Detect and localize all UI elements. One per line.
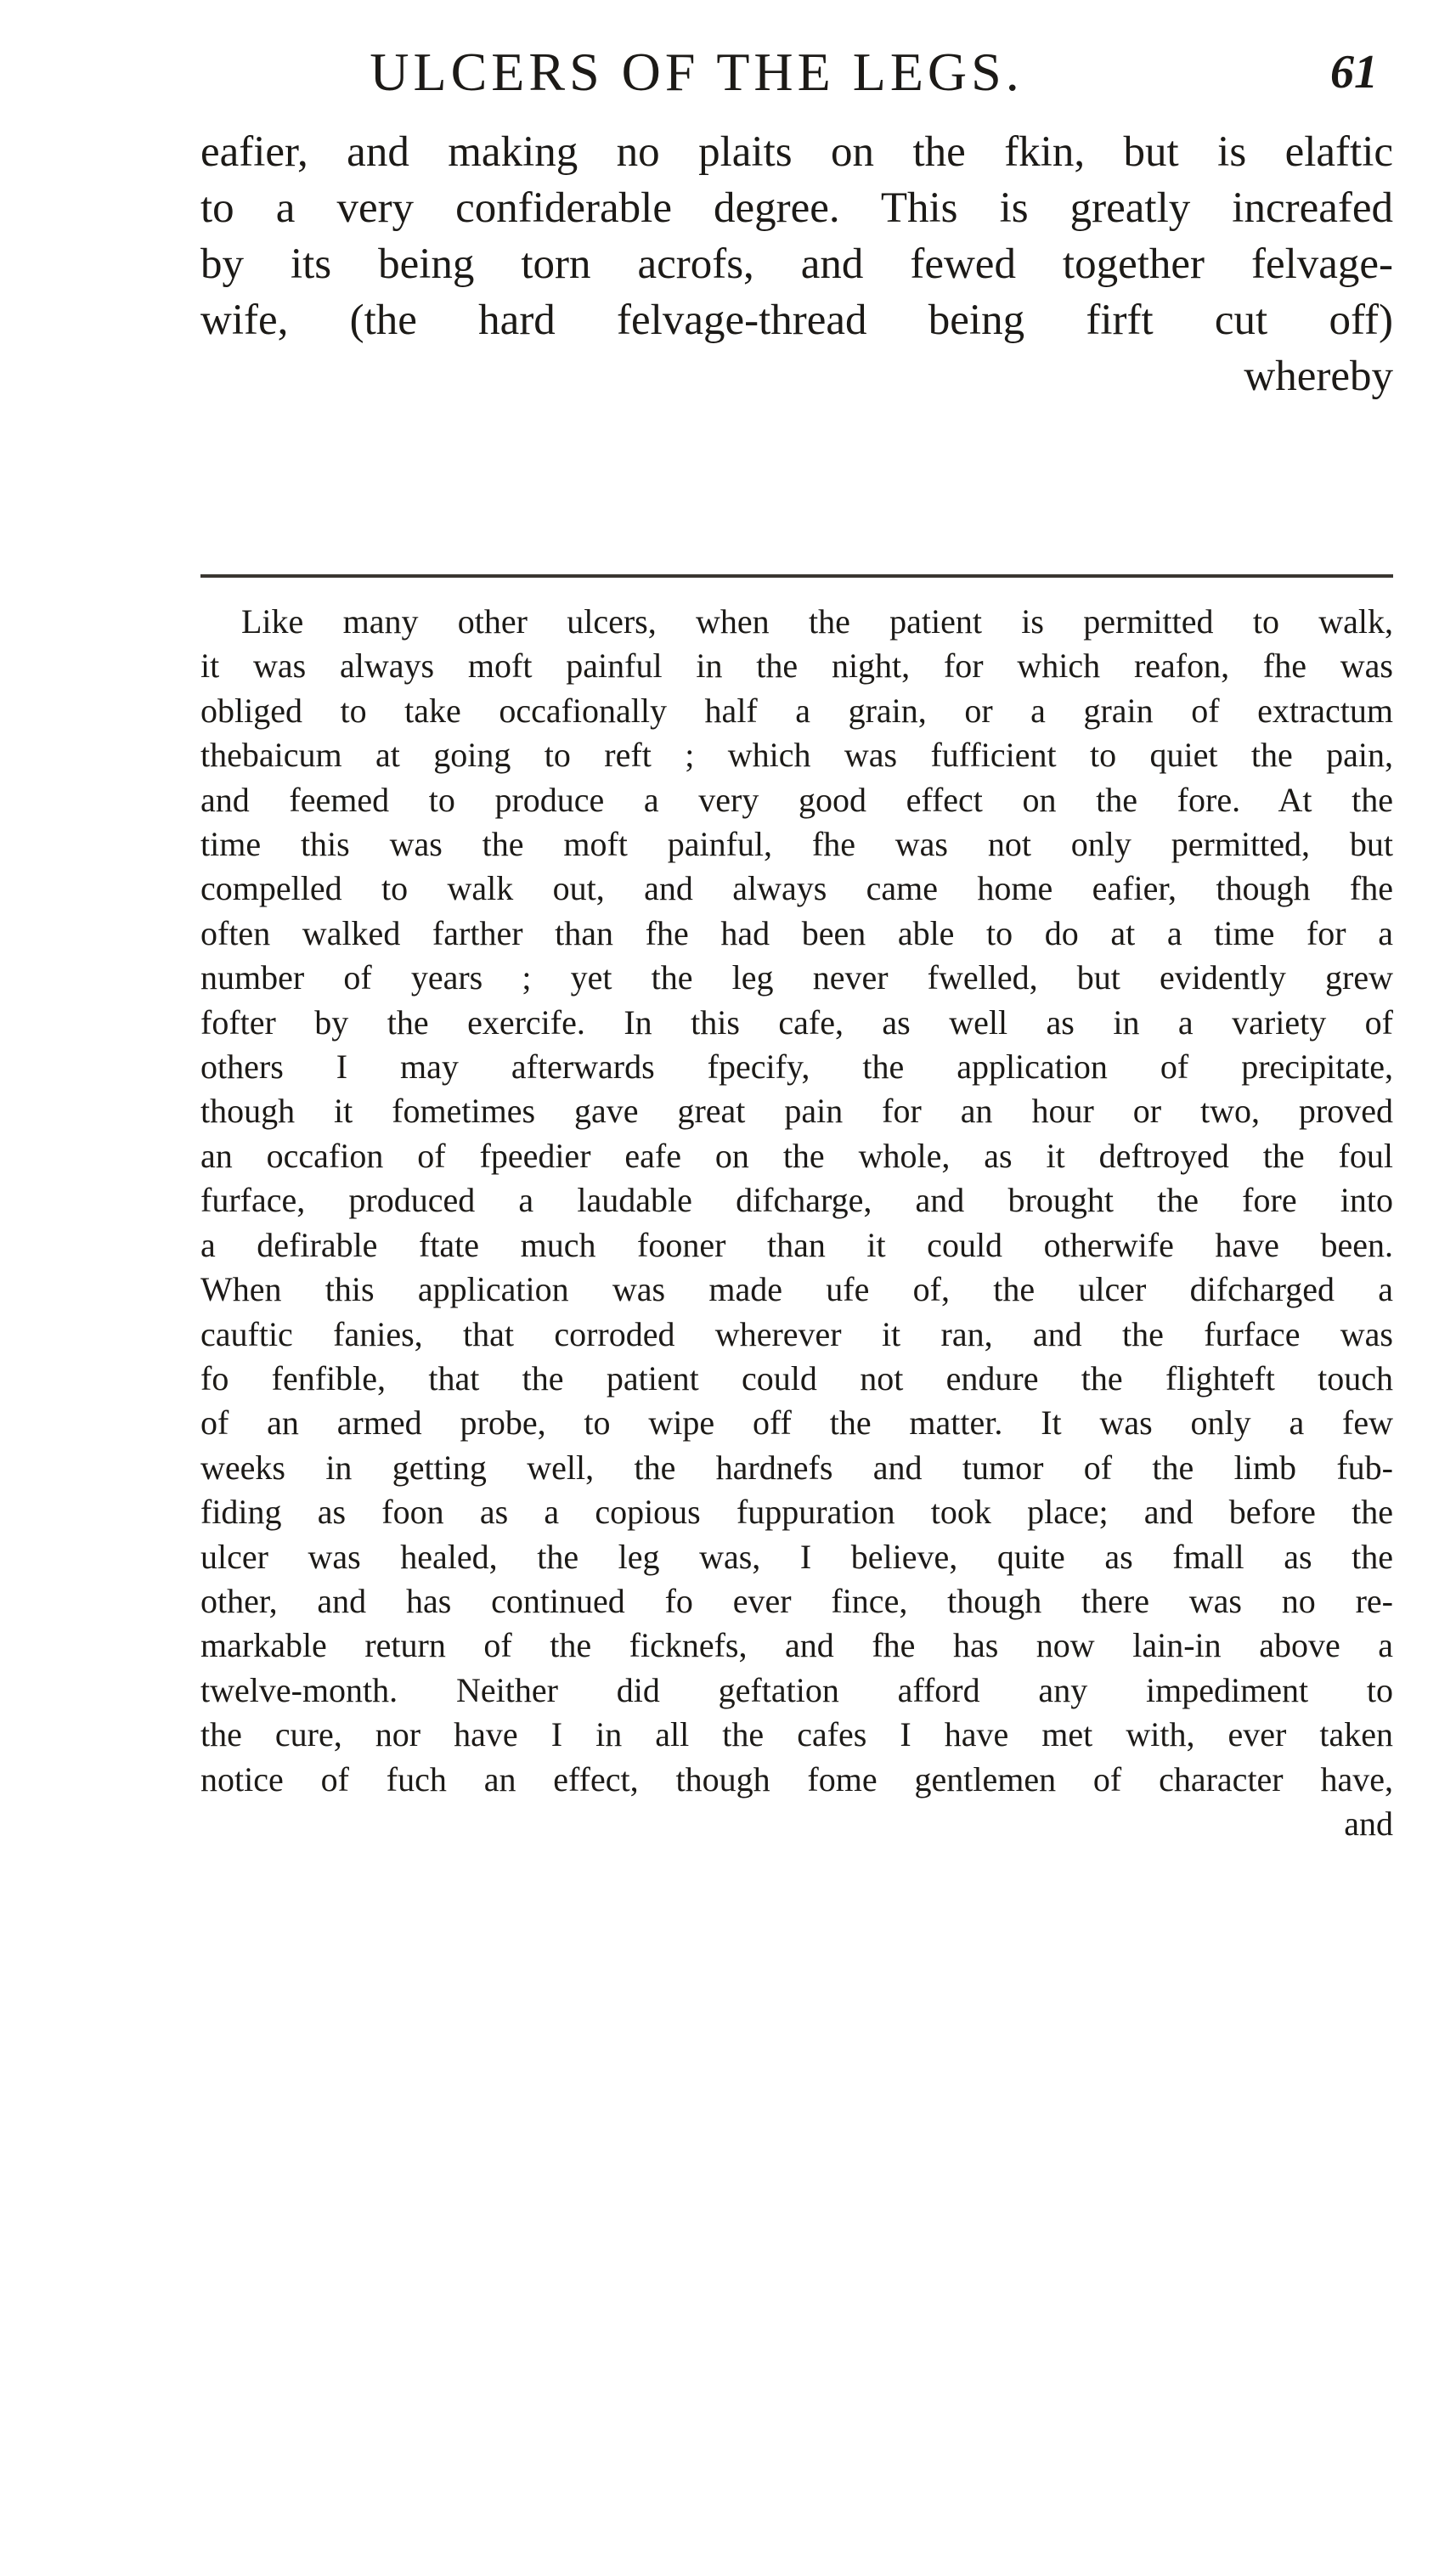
footnote: [200, 600, 1393, 1846]
main-text-line: eafier, and making no plaits on the fkin, but is elaftic: [200, 128, 1393, 176]
main-text-line: to a very confiderable degree. This is greatly increafed: [200, 184, 1393, 232]
footnote-line: of an armed probe, to wipe off the matter. It was only a few: [200, 1403, 1393, 1443]
footnote-line: others I may afterwards fpecify, the application of precipitate,: [200, 1047, 1393, 1087]
footnote-rule: [200, 574, 1393, 578]
main-text-line: by its being torn acrofs, and fewed together felvage-: [200, 240, 1393, 288]
footnote-line: other, and has continued fo ever fince, though there was no re-: [200, 1581, 1393, 1620]
footnote-line: a defirable ftate much fooner than it could otherwife have been.: [200, 1225, 1393, 1264]
footnote-line: though it fometimes gave great pain for an hour or two, proved: [200, 1092, 1393, 1131]
footnote-line: Like many other ulcers, when the patient is permitted to walk,: [241, 602, 1393, 641]
footnote-line: When this application was made ufe of, the ulcer difcharged a: [200, 1270, 1393, 1309]
footnote-line: compelled to walk out, and always came home eafier, though fhe: [200, 869, 1393, 908]
footnote-line: time this was the moft painful, fhe was not only permitted, but: [200, 825, 1393, 864]
footnote-line: number of years ; yet the leg never fwelled, but evidently grew: [200, 958, 1393, 997]
footnote-line: obliged to take occafionally half a grain, or a grain of extractum: [200, 691, 1393, 730]
page-number: 61: [1330, 46, 1378, 99]
footnote-line: ulcer was healed, the leg was, I believe, quite as fmall as the: [200, 1537, 1393, 1576]
footnote-line: markable return of the ficknefs, and fhe has now lain-in above a: [200, 1626, 1393, 1665]
footnote-line: the cure, nor have I in all the cafes I have met with, ever taken: [200, 1715, 1393, 1754]
footnote-line: it was always moft painful in the night, for which reafon, fhe was: [200, 647, 1393, 686]
catchword: whereby: [1244, 353, 1393, 400]
footnote-catchword: and: [1344, 1804, 1393, 1843]
running-title: ULCERS OF THE LEGS.: [370, 42, 1024, 102]
running-head: [0, 42, 1456, 102]
footnote-line: fiding as foon as a copious fuppuration took place; and before the: [200, 1493, 1393, 1532]
footnote-line: fofter by the exercife. In this cafe, as well as in a variety of: [200, 1002, 1393, 1042]
main-text-line: wife, (the hard felvage-thread being firft cut off): [200, 296, 1393, 344]
footnote-line: fo fenfible, that the patient could not endure the flighteft touch: [200, 1358, 1393, 1398]
footnote-line: furface, produced a laudable difcharge, and brought the fore into: [200, 1181, 1393, 1220]
footnote-line: weeks in getting well, the hardnefs and tumor of the limb fub-: [200, 1448, 1393, 1487]
main-text: [200, 124, 1393, 404]
footnote-line: often walked farther than fhe had been able to do at a time for a: [200, 913, 1393, 952]
footnote-line: notice of fuch an effect, though fome gentlemen of character have,: [200, 1759, 1393, 1799]
footnote-line: thebaicum at going to reft ; which was fufficient to quiet the pain,: [200, 736, 1393, 775]
footnote-line: and feemed to produce a very good effect on the fore. At the: [200, 780, 1393, 819]
footnote-line: twelve-month. Neither did geftation afford any impediment to: [200, 1670, 1393, 1709]
footnote-line: cauftic fanies, that corroded wherever it ran, and the furface was: [200, 1314, 1393, 1353]
footnote-line: an occafion of fpeedier eafe on the whole, as it deftroyed the foul: [200, 1136, 1393, 1175]
